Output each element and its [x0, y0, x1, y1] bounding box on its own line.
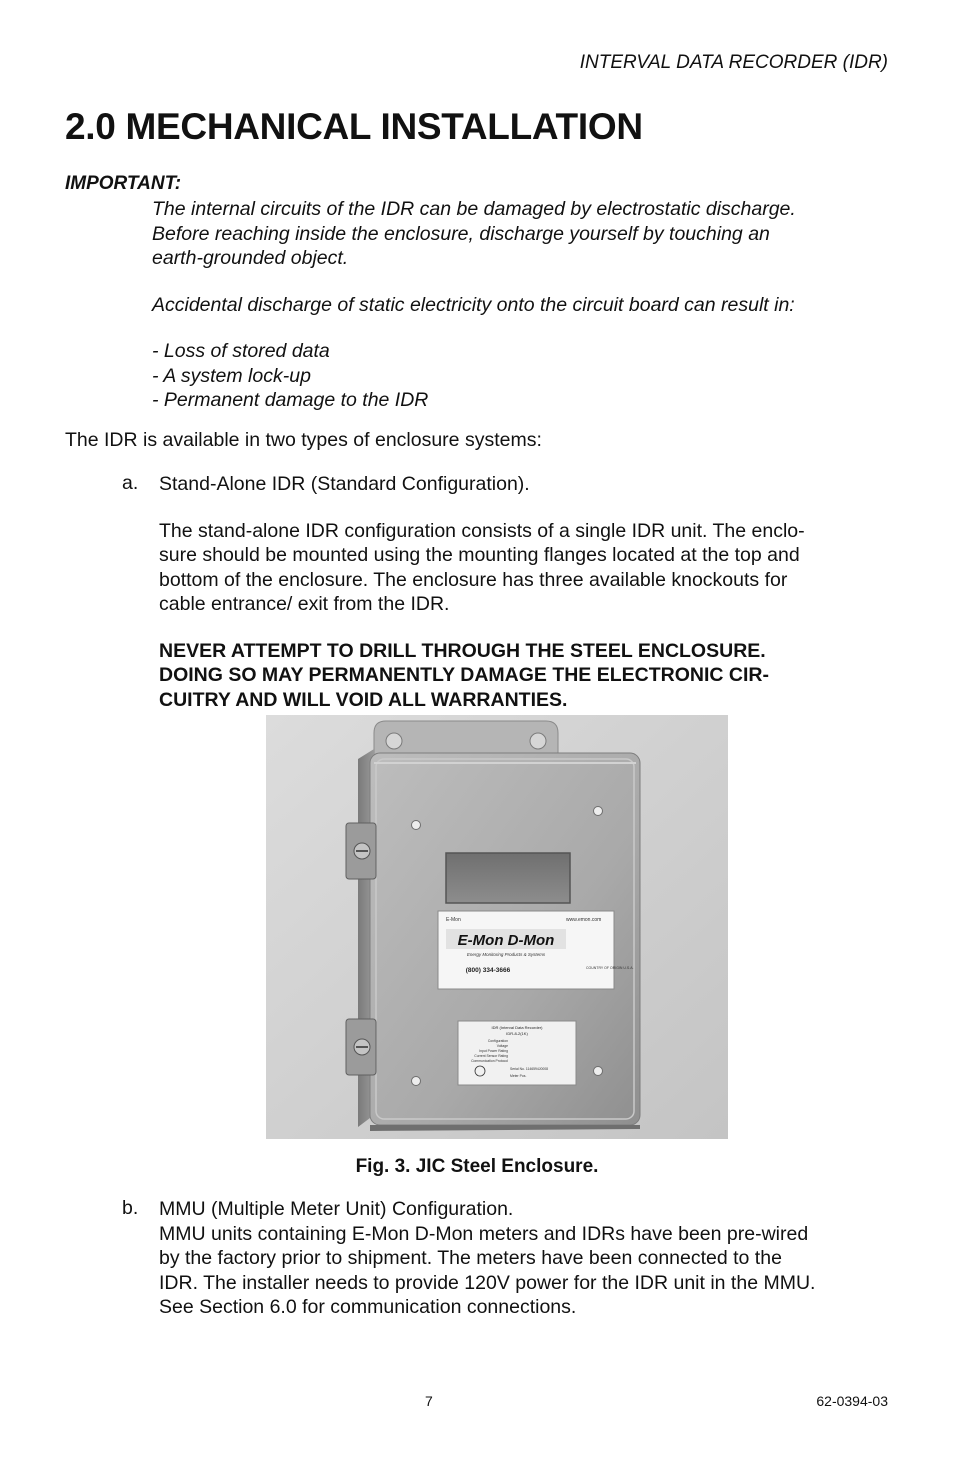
- item-a: [159, 472, 899, 712]
- item-b-line: See Section 6.0 for communication connections.: [159, 1296, 577, 1318]
- label-brand: E-Mon D-Mon: [457, 932, 555, 949]
- label-website: www.emon.com: [566, 917, 602, 923]
- label-brand-small: E-Mon: [446, 917, 461, 923]
- rating-label-model: IDR-8-2(1K): [506, 1031, 528, 1036]
- section-title: 2.0 MECHANICAL INSTALLATION: [65, 106, 643, 147]
- item-a-line: sure should be mounted using the mounting flanges located at the top and: [159, 544, 800, 566]
- notice-line: Before reaching inside the enclosure, discharge yourself by touching an: [152, 222, 770, 245]
- document-number: 62-0394-03: [816, 1393, 888, 1409]
- running-header: INTERVAL DATA RECORDER (IDR): [579, 52, 888, 73]
- intro-paragraph: The IDR is available in two types of enclosure systems:: [65, 429, 542, 451]
- item-a-line: bottom of the enclosure. The enclosure has three available knockouts for: [159, 568, 788, 591]
- rating-label-field: Current Sensor Rating: [474, 1054, 508, 1058]
- notice-line: Accidental discharge of static electricity onto the circuit board can result in:: [152, 293, 795, 316]
- item-b-line: MMU (Multiple Meter Unit) Configuration.: [159, 1198, 514, 1220]
- warning-line: DOING SO MAY PERMANENTLY DAMAGE THE ELECTRONIC CIR-: [159, 664, 769, 686]
- item-b-line: MMU units containing E-Mon D-Mon meters and IDRs have been pre-wired: [159, 1222, 809, 1245]
- item-b: [159, 1197, 899, 1320]
- rating-label-field: Communication Protocol: [471, 1059, 508, 1063]
- item-b-line: IDR. The installer needs to provide 120V power for the IDR unit in the MMU.: [159, 1271, 816, 1294]
- risk-list-item: - Loss of stored data: [152, 340, 330, 362]
- rating-label-field: Input Power Rating: [479, 1049, 508, 1053]
- enclosure-photo: [266, 715, 728, 1139]
- warning-line: CUITRY AND WILL VOID ALL WARRANTIES.: [159, 688, 568, 711]
- risk-list-item: - Permanent damage to the IDR: [152, 389, 429, 411]
- notice-line: earth-grounded object.: [152, 247, 349, 269]
- rating-label-field: Voltage: [496, 1044, 508, 1048]
- item-a-marker: a.: [122, 472, 139, 494]
- warning-line: NEVER ATTEMPT TO DRILL THROUGH THE STEEL ENCLOSURE.: [159, 639, 766, 662]
- item-b-marker: b.: [122, 1197, 139, 1219]
- notice-line: The internal circuits of the IDR can be damaged by electrostatic discharge.: [152, 198, 796, 220]
- item-b-line: by the factory prior to shipment. The meters have been connected to the: [159, 1247, 782, 1269]
- label-phone: (800) 334-3666: [465, 967, 511, 974]
- risk-list-item: - A system lock-up: [152, 364, 311, 387]
- rating-label-field: Meter Pos.: [510, 1074, 527, 1078]
- label-tagline: Energy Monitoring Products & Systems: [466, 952, 546, 957]
- figure-caption: Fig. 3. JIC Steel Enclosure.: [355, 1156, 599, 1177]
- important-label: IMPORTANT:: [65, 173, 182, 194]
- rating-label-field: Configuration: [487, 1039, 508, 1043]
- item-a-line: The stand-alone IDR configuration consists of a single IDR unit. The enclo-: [159, 519, 805, 542]
- item-a-heading: Stand-Alone IDR (Standard Configuration).: [159, 473, 530, 495]
- rating-label-title: IDR (Interval Data Recorder): [491, 1025, 543, 1030]
- rating-label-field: Serial No. 1146594J0008: [510, 1067, 549, 1071]
- item-a-line: cable entrance/ exit from the IDR.: [159, 593, 450, 615]
- enclosure-illustration: [266, 715, 728, 1139]
- page-number: 7: [425, 1393, 433, 1409]
- important-notice: [152, 197, 912, 413]
- label-country: COUNTRY OF ORIGIN U.S.A.: [586, 966, 634, 970]
